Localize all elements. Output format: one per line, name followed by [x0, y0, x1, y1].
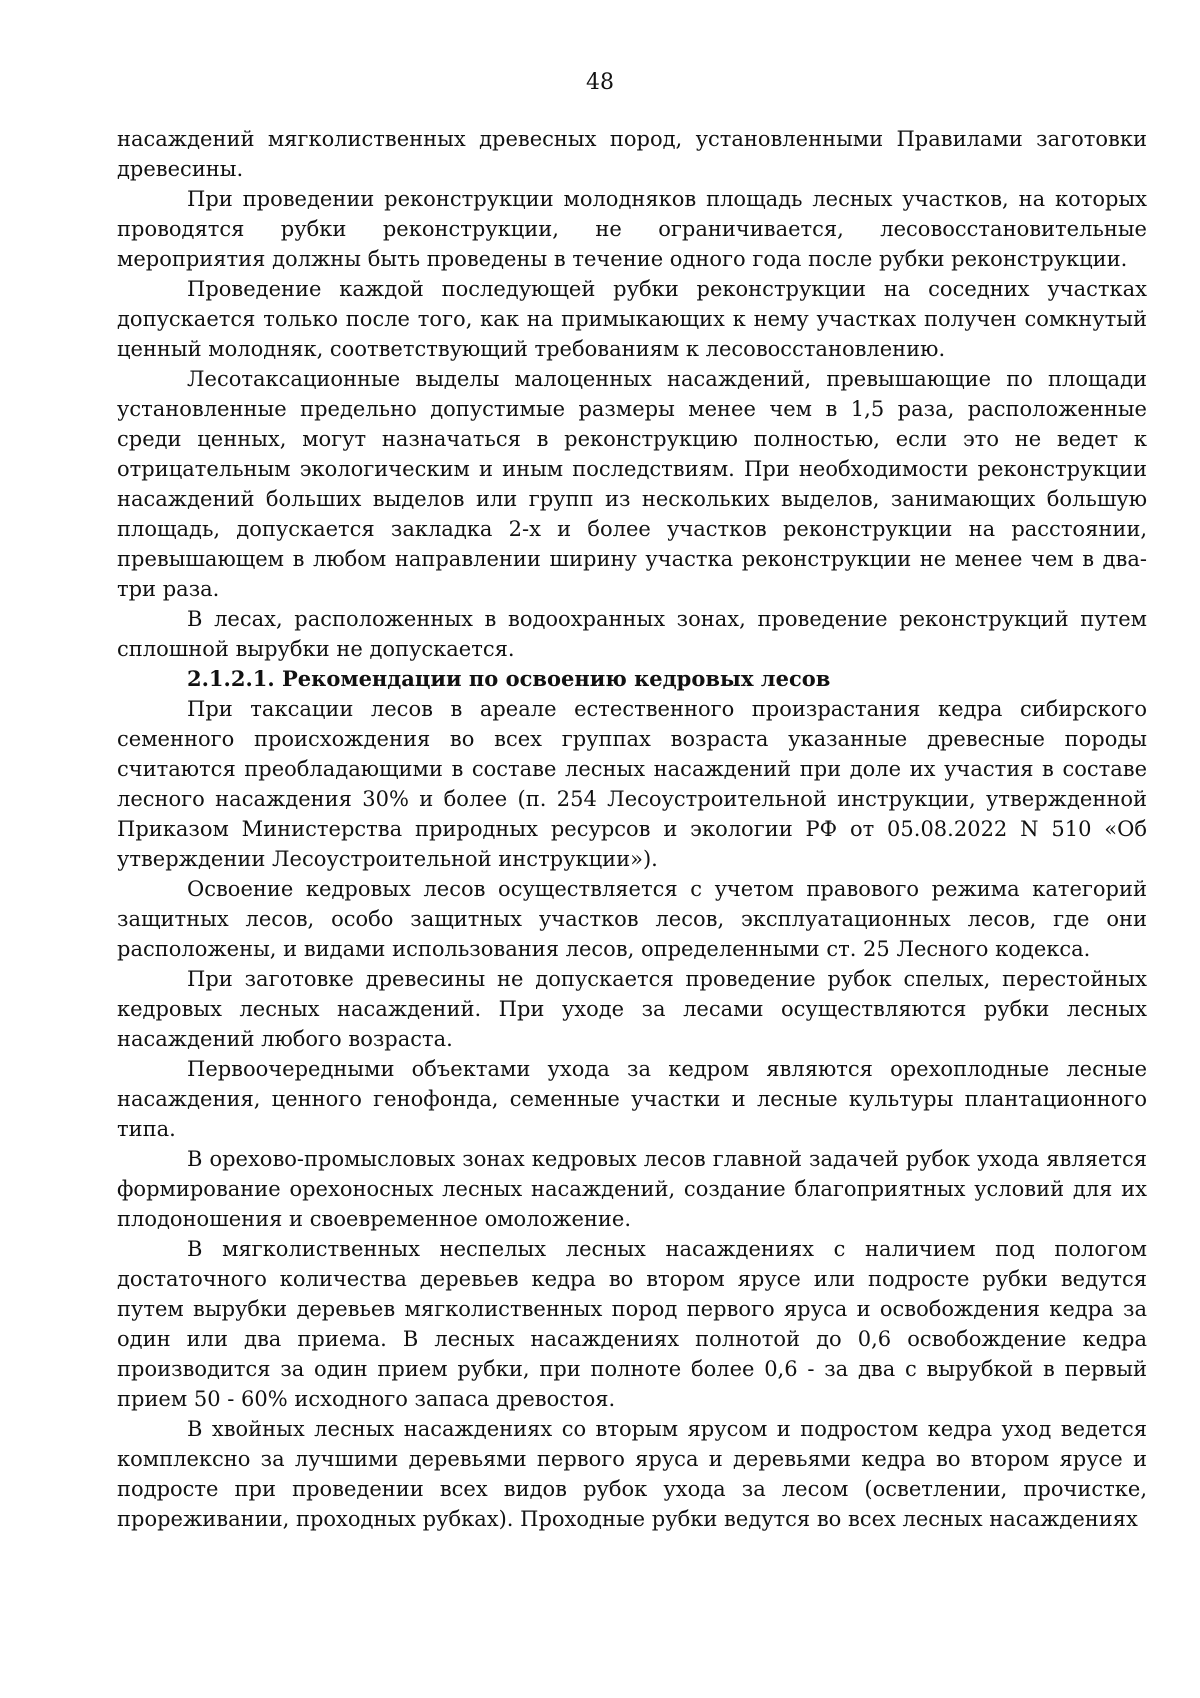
- paragraph-priority-objects: Первоочередными объектами ухода за кедром являются орехоплодные лесные насаждения, ценного генофонда, семенные участки и лесные культуры плантационного типа.: [117, 1057, 1147, 1141]
- paragraph-subsequent-felling: Проведение каждой последующей рубки реконструкции на соседних участках допускается только после того, как на примыкающих к нему участках получен сомкнутый ценный молодняк, соответствующий требованиям к лесовосстановлению.: [117, 277, 1147, 361]
- paragraph-cedar-development: Освоение кедровых лесов осуществляется с учетом правового режима категорий защитных лесов, особо защитных участков лесов, эксплуатационных лесов, где они расположены, и видами использования лесов, определенными ст. 25 Лесного кодекса.: [117, 877, 1147, 961]
- page-number: 48: [586, 70, 614, 95]
- paragraph-nut-zones: В орехово-промысловых зонах кедровых лесов главной задачей рубок ухода является формирование орехоносных лесных насаждений, создание благоприятных условий для их плодоношения и своевременное омоложение.: [117, 1147, 1147, 1231]
- paragraph-softwood-stands: В мягколиственных неспелых лесных насаждениях с наличием под пологом достаточного количества деревьев кедра во втором ярусе или подросте рубки ведутся путем вырубки деревьев мягколиственных пород первого яруса и освобождения кедра за один или два приема. В лесных насаждениях полнотой до 0,6 освобождение кедра производится за один прием рубки, при полноте более 0,6 - за два с вырубкой в первый прием 50 - 60% исходного запаса древостоя.: [117, 1237, 1147, 1411]
- paragraph-reconstruction-area: При проведении реконструкции молодняков площадь лесных участков, на которых проводятся рубки реконструкции, не ограничивается, лесовосстановительные мероприятия должны быть проведены в течение одного года после рубки реконструкции.: [117, 187, 1147, 271]
- paragraph-low-value-stands: Лесотаксационные выделы малоценных насаждений, превышающие по площади установленные предельно допустимые размеры менее чем в 1,5 раза, расположенные среди ценных, могут назначаться в реконструкцию полностью, если это не ведет к отрицательным экологическим и иным последствиям. При необходимости реконструкции насаждений больших выделов или групп из нескольких выделов, занимающих большую площадь, допускается закладка 2-х и более участков реконструкции на расстоянии, превышающем в любом направлении ширину участка реконструкции не менее чем в два-три раза.: [117, 367, 1147, 601]
- paragraph-water-protection-zones: В лесах, расположенных в водоохранных зонах, проведение реконструкций путем сплошной вырубки не допускается.: [117, 607, 1147, 661]
- paragraph-coniferous-stands: В хвойных лесных насаждениях со вторым ярусом и подростом кедра уход ведется комплексно за лучшими деревьями первого яруса и деревьями кедра во втором ярусе и подросте при проведении всех видов рубок ухода за лесом (осветлении, прочистке, прореживании, проходных рубках). Проходные рубки ведутся во всех лесных насаждениях: [117, 1417, 1147, 1531]
- document-body: [117, 124, 1147, 1534]
- section-heading: 2.1.2.1. Рекомендации по освоению кедровых лесов: [187, 666, 831, 691]
- paragraph-continuation: насаждений мягколиственных древесных пород, установленными Правилами заготовки древесины.: [117, 127, 1147, 181]
- paragraph-cedar-taxation: При таксации лесов в ареале естественного произрастания кедра сибирского семенного происхождения во всех группах возраста указанные древесные породы считаются преобладающими в составе лесных насаждений при доле их участия в составе лесного насаждения 30% и более (п. 254 Лесоустроительной инструкции, утвержденной Приказом Министерства природных ресурсов и экологии РФ от 05.08.2022 N 510 «Об утверждении Лесоустроительной инструкции»).: [117, 697, 1147, 871]
- paragraph-timber-harvesting: При заготовке древесины не допускается проведение рубок спелых, перестойных кедровых лесных насаждений. При уходе за лесами осуществляются рубки лесных насаждений любого возраста.: [117, 967, 1147, 1051]
